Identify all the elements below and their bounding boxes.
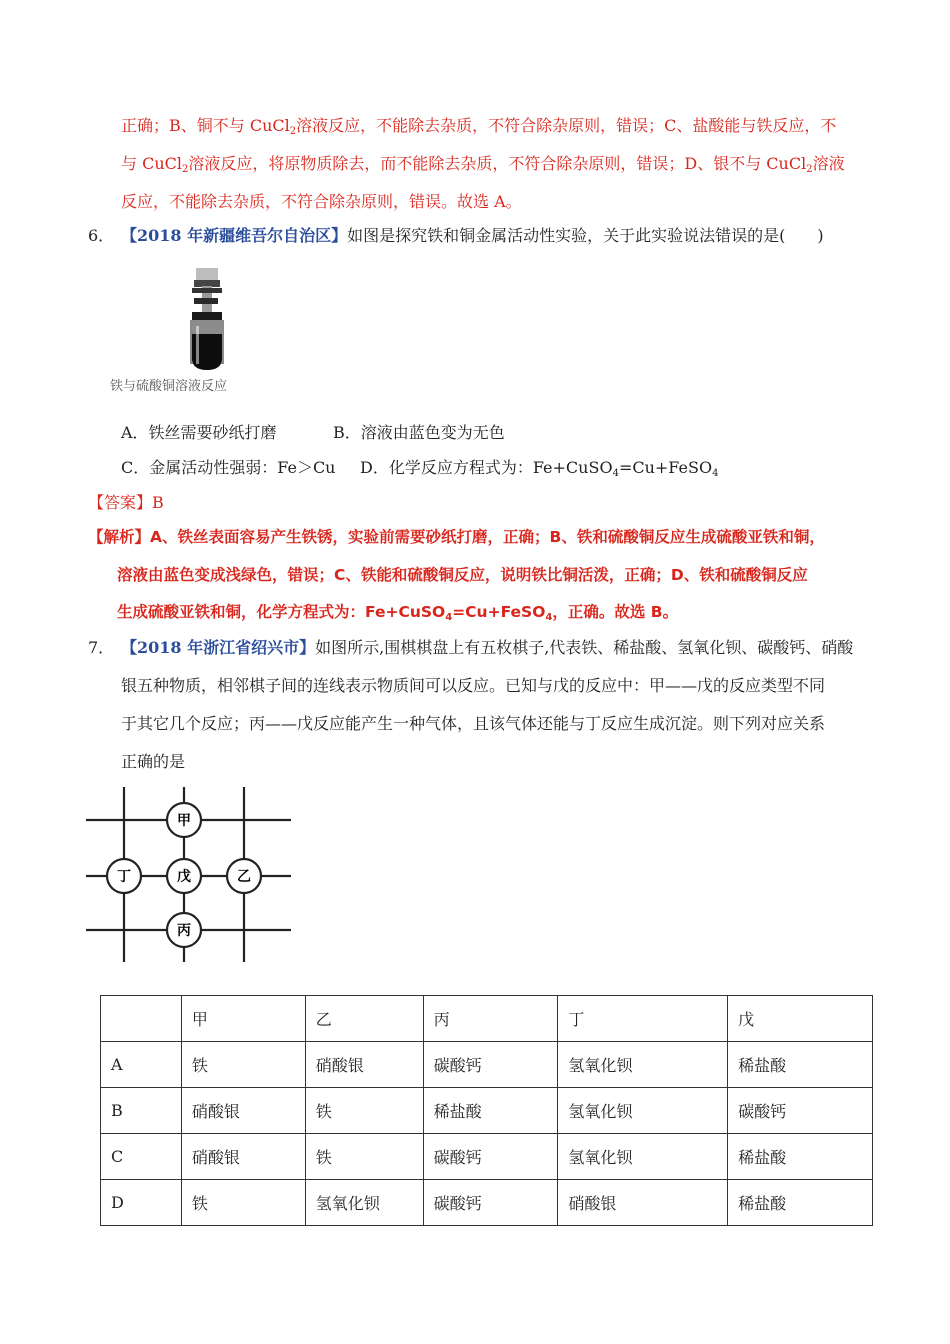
table-row [101, 1042, 873, 1088]
prev-explanation-line-3: 反应，不能除去杂质，不符合除杂原则，错误。故选 A。 [121, 192, 522, 211]
prev-explanation-line-2: 与 CuCl$_2$溶液反应，将原物质除去，而不能除去杂质，不符合除杂原则，错误；D、银不与 CuCl$_2$溶液 [121, 154, 845, 175]
table-cell: 乙 [305, 996, 423, 1042]
piece-bing [167, 913, 201, 947]
table-cell: 碳酸钙 [423, 1042, 558, 1088]
table-cell: 碳酸钙 [728, 1088, 873, 1134]
table-cell: A [101, 1042, 182, 1088]
svg-text:甲: 甲 [177, 813, 191, 829]
q6-analysis-line-3: 生成硫酸亚铁和铜，化学方程式为：Fe+CuSO$_4$=Cu+FeSO$_4$，正确。故选 B。 [117, 603, 679, 623]
q6-stem: 如图是探究铁和铜金属活动性实验，关于此实验说法错误的是( ) [347, 226, 824, 245]
q7-stem-line-4: 正确的是 [121, 752, 186, 771]
q7-stem-line-2: 银五种物质，相邻棋子间的连线表示物质间可以反应。已知与戊的反应中：甲——戊的反应类型不同 [121, 676, 826, 695]
table-cell: D [101, 1180, 182, 1226]
table-cell: 铁 [181, 1180, 305, 1226]
piece-jia [167, 803, 201, 837]
table-cell: 硝酸银 [305, 1042, 423, 1088]
table-cell: 碳酸钙 [423, 1134, 558, 1180]
svg-text:乙: 乙 [237, 869, 251, 885]
table-cell: 丁 [558, 996, 728, 1042]
q6-answer: 【答案】B [88, 493, 164, 512]
table-cell: 甲 [181, 996, 305, 1042]
table-cell: 丙 [423, 996, 558, 1042]
table-cell: 碳酸钙 [423, 1180, 558, 1226]
q6-number: 6． [88, 226, 115, 245]
q7-source: 【2018 年浙江省绍兴市】 [121, 638, 316, 657]
table-cell: C [101, 1134, 182, 1180]
table-cell: 铁 [305, 1134, 423, 1180]
q7-stem-line-1: 【2018 年浙江省绍兴市】如图所示,围棋棋盘上有五枚棋子,代表铁、稀盐酸、氢氧化钡、碳酸钙、硝酸 [121, 638, 854, 657]
q6-figure-caption: 铁与硫酸铜溶液反应 [110, 379, 228, 394]
piece-wu [167, 859, 201, 893]
table-header-row [101, 996, 873, 1042]
table-cell: B [101, 1088, 182, 1134]
table-cell: 稀盐酸 [728, 1134, 873, 1180]
table-row [101, 1180, 873, 1226]
table-cell: 硝酸银 [558, 1180, 728, 1226]
table-cell [101, 996, 182, 1042]
q6-option-c: C．金属活动性强弱：Fe＞Cu [121, 458, 336, 477]
table-row [101, 1134, 873, 1180]
table-cell: 铁 [181, 1042, 305, 1088]
q7-go-board-figure [86, 782, 291, 965]
test-tube-image [110, 266, 315, 396]
prev-explanation-line-1: 正确；B、铜不与 CuCl$_2$溶液反应，不能除去杂质，不符合除杂原则，错误；C、盐酸能与铁反应，不 [121, 116, 837, 137]
table-cell: 氢氧化钡 [558, 1134, 728, 1180]
q6-option-a: A．铁丝需要砂纸打磨 [121, 423, 277, 442]
q7-stem-line-3: 于其它几个反应；丙——戊反应能产生一种气体，且该气体还能与丁反应生成沉淀。则下列对应关系 [121, 714, 826, 733]
svg-text:戊: 戊 [177, 869, 191, 885]
q7-number: 7． [88, 638, 115, 657]
table-cell: 氢氧化钡 [558, 1042, 728, 1088]
q6-stem-line [121, 225, 824, 247]
q6-analysis-line-2: 溶液由蓝色变成浅绿色，错误；C、铁能和硫酸铜反应，说明铁比铜活泼，正确；D、铁和硫酸铜反应 [117, 566, 808, 584]
table-cell: 硝酸银 [181, 1088, 305, 1134]
table-cell: 稀盐酸 [728, 1180, 873, 1226]
table-cell: 稀盐酸 [728, 1042, 873, 1088]
table-cell: 氢氧化钡 [305, 1180, 423, 1226]
q6-option-d: D．化学反应方程式为：Fe+CuSO$_4$=Cu+FeSO$_4$ [360, 458, 719, 479]
table-cell: 稀盐酸 [423, 1088, 558, 1134]
q6-option-b: B．溶液由蓝色变为无色 [333, 423, 505, 442]
svg-text:丁: 丁 [117, 869, 131, 885]
piece-yi [227, 859, 261, 893]
q6-test-tube-figure [110, 266, 315, 396]
table-cell: 铁 [305, 1088, 423, 1134]
piece-ding [107, 859, 141, 893]
q7-options-table [100, 995, 873, 1226]
q6-analysis-line-1: 【解析】A、铁丝表面容易产生铁锈，实验前需要砂纸打磨，正确；B、铁和硫酸铜反应生成硫酸亚铁和铜， [88, 528, 825, 546]
svg-text:丙: 丙 [177, 923, 191, 939]
table-cell: 氢氧化钡 [558, 1088, 728, 1134]
table-cell: 硝酸银 [181, 1134, 305, 1180]
q6-source: 【2018 年新疆维吾尔自治区】 [121, 226, 348, 245]
go-board-image [86, 782, 291, 965]
table-cell: 戊 [728, 996, 873, 1042]
table-row [101, 1088, 873, 1134]
